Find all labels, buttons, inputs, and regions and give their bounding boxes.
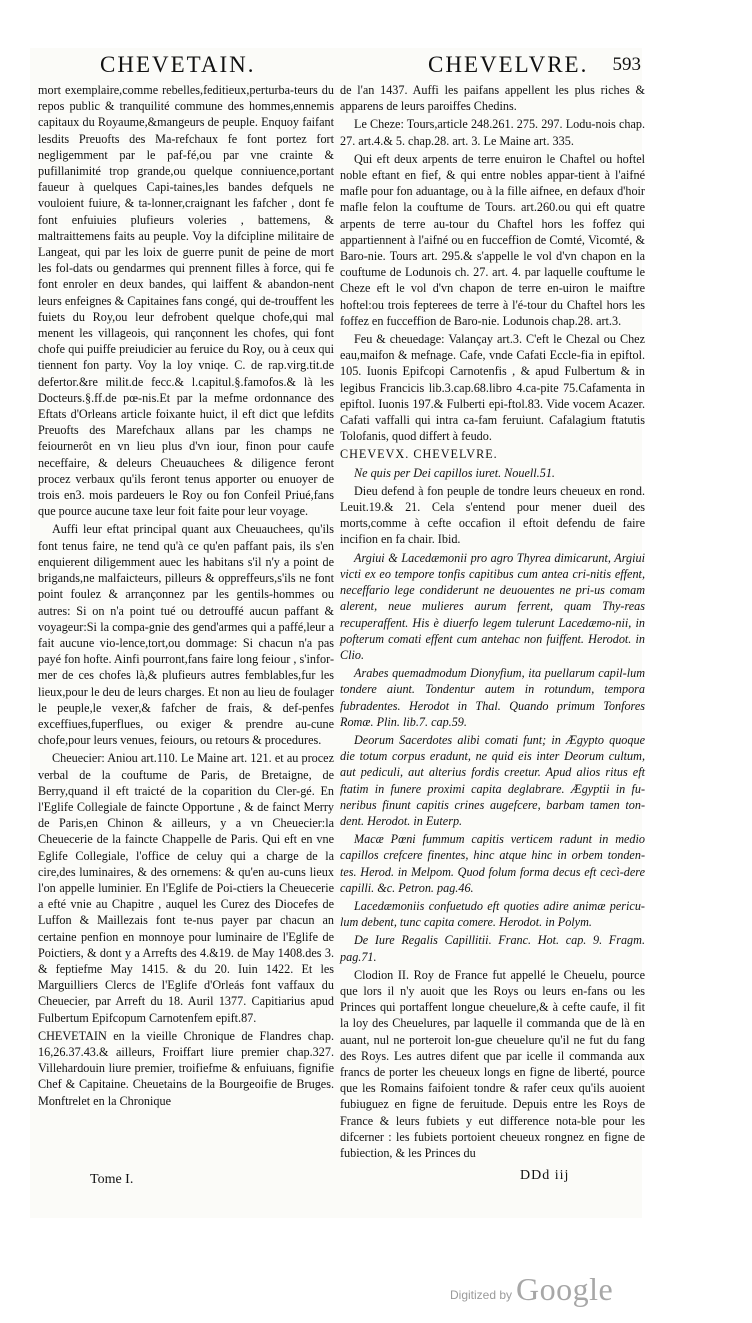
right-paragraph-2: Le Cheze: Tours,article 248.261. 275. 297. Lodu-nois chap. 27. art.4.& 5. chap.28. art. 3. Le Maine art. 335. (340, 117, 645, 148)
section-heading-cheveux: CHEVEVX. CHEVELVRE. (340, 447, 498, 462)
right-paragraph-3: Qui eft deux arpents de terre enuiron le Chaftel ou hoftel noble eftant en fief, & qui entre nobles appar-tient à l'aifné mafle pour fon aduantage, ou à la fille aifnee, en defaux d'hoir mafle felon la couftume de Tours. art.260.ou qui eft quatre arpents de terre au-tour du Chaftel hors les foffez qui appartiennent à l'aifné ou en fucceffion de Comté, Vicomté, & Baro-nie. Tours art. 295.& s'appelle le vol d'vn chapon en la couftume de Lodunois ch. 27. art. 4. par laquelle couftume le Cheze eft le vol d'vn chapon de terre en-uiron le maiftre hoftel:ou trois fepterees de terre à l'é-tour du Chaftel hors les foffez en fucceffion de Baro-nie. Lodunois chap.28. art.3. (340, 151, 645, 328)
volume-label: Tome I. (90, 1172, 134, 1187)
left-paragraph-3: Cheuecier: Aniou art.110. Le Maine art. 121. et au procez verbal de la couftume de Paris, de Bretaigne, de Berry,quand il eft traicté de la coparition du Cler-gé. En l'Eglife Collegiale de faincte Opportune , & de fainct Merry de Paris,en Chinon & ailleurs, y a vn Cheuecier:la Cheuecerie de la faincte Chappelle de Paris. Qui eft en vne Eglife Collegiale, l'office de celuy qui a charge de la cire,des luminaires, & des ornemens: & qu'en au-cuns lieux l'on appelle luminier. En l'Eglife de Poi-ctiers la Cheuecerie a efté vnie au Chapitre , auquel les Curez des Diocefes de Luffon & Maillezais font te-nus payer par chacun an certaine penfion en monnoye pour luminaire de l'Eglife de Poictiers, & dont y a Arrefts des 4.&19. de May 1408.des 3. & feptiefme May 1415. & du 20. Iuin 1422. Et les Marguilliers Clercs de l'Eglife d'Orleás font vaffaux du Cheuecier, par Arreft du 18. Auril 1377. Capitiarius apud Fulbertum Epifcopum Carnotenfem epift.87. (38, 751, 334, 1025)
left-column (38, 82, 334, 1111)
google-logo: Google (516, 1271, 614, 1307)
right-paragraph-9: Arabes quemadmodum Dionyfium, ita puellarum capil-lum tondere aiunt. Tondentur autem in rotundum, tempora fubradentes. Herodot in Thal. Quando primum Tonfores Romæ. Plin. lib.7. cap.59. (340, 666, 645, 729)
digitized-watermark (450, 1268, 613, 1308)
header-left-title: CHEVETAIN. (100, 52, 256, 77)
watermark-prefix: Digitized by (450, 1288, 513, 1302)
right-paragraph-7: Dieu defend à fon peuple de tondre leurs cheueux en rond. Leuit.19.& 21. Cela s'entend pour mener dueil des morts,comme à cefte occafion il eftoit defendu de faire incifion en fa chair. Ibid. (340, 483, 645, 547)
header-right-title: CHEVELVRE. (428, 52, 589, 77)
signature-mark: DDd iij (520, 1168, 570, 1183)
right-paragraph-10: Deorum Sacerdotes alibi comati funt; in Ægypto quoque die totum corpus eradunt, ne quid eis inter Deorum cultum, aut pediculi, aut alterius fordis creetur. Apud alios ritus eft ftatim in funere proximi capita deglabrare. Ægyptii in fu-neribus finunt capitis crines augefcere, barbam tamen ton-dent. Herodot. in Euterp. (340, 732, 645, 828)
right-paragraph-11: Macæ Pœni fummum capitis verticem radunt in medio capillos crefcere finentes, hinc atque hinc in orbem tonden-tes. Herod. in Melpom. Quod folum forma decus eft cecì-dere capilli. &c. Petron. pag.46. (340, 832, 645, 895)
right-paragraph-6: Ne quis per Dei capillos iuret. Nouell.51. (354, 465, 555, 480)
right-paragraph-4: Feu & cheuedage: Valançay art.3. C'eft le Chezal ou Chez eau,maifon & mefnage. Cafe, vnde Cafati Eccle-fia in epiftol. 105. Iuonis Epifcopi Carnotenfis , & apud Fulbertum & in legibus Francicis lib.3.cap.68.libro 4.ca-pite 75.Cafamenta in epiftol. Iuonis 197.& Fulberti epi-ftol.83. Vide vocem Acazer. Cafati vaffalli qui intra ca-fam feruiunt. Cafalagium ftatutis Tolofanis, quod differt à feudo. (340, 332, 645, 444)
right-paragraph-1: de l'an 1437. Auffi les paifans appellent les plus riches & apparens de leurs paroiffes Chedins. (340, 83, 645, 114)
page-number: 593 (612, 54, 641, 75)
right-paragraph-12: Lacedæmoniis confuetudo eft quoties adire animæ pericu-lum debent, tunc capita comere. Herodot. in Polym. (340, 898, 645, 930)
left-paragraph-1: mort exemplaire,comme rebelles,feditieux,perturba-teurs du repos public & tranquilité commune des hommes,ennemis capitaux du Royaume,&mangeurs de peuple. Enquoy faifant lesdits Preuofts des Ma-refchaux fe font portez fort negligemment par le paf-fé,ou par vne crainte & pufillanimité trop grande,ou quelque conniuence,portant faueur à quelques Capi-taines,les bandes defquels ne vouloient fuiure, & ta-lonner,craignant les fafcher , dont fe font enfuiuies plufieurs voleries , battemens, & maltraittemens faits au peuple. Voy la difcipline militaire de Langeat, qui par les loix de guerre punit de peine de mort les fol-dats ou gendarmes qui prennent filles à force, qui fe font enroler en deux bandes, qui laiffent & abandon-nent leurs enfeignes & Capitaines fans congé, qui de-trouffent les fuiets du Roy,ou leur defrobent quelque chofe,qui mal menent les villageois, qui rançonnent les chofes, qui font chofe qui puiffe preiudicier au feruice du Roy, ou à ceux qui tiennent fon party. Voy la loy vniqe. C. de rap.virg.tit.de defertor.&re milit.de fecc.& l.capitul.§.famofos.& là les Docteurs.§.ff.de pœ-nis.Et par la mefme ordonnance des Eftats d'Orleans article foixante huict, il eft dict que lefdits Preuofts des Marefchaux allans par les champs ne feiournerôt en vn lieu plus d'vn iour, finon pour caufe neceffaire, & deleurs Cheuauchees & diligence feront procez verbaux qu'ils feront tenus apporter ou enuoyer de trois en3. mois pardeuers le Roy ou fon Confeil Priué,fans que pource aucune taxe leur foit faite pour leur voyage. (38, 83, 334, 519)
right-paragraph-13: De Iure Regalis Capillitii. Franc. Hot. cap. 9. Fragm. pag.71. (340, 933, 645, 964)
right-paragraph-8: Argiui & Lacedæmonii pro agro Thyrea dimicarunt, Argiui victi ex eo tempore tonfis capitibus cum antea cri-nitis effent, neceffario lege condiderunt ne deuouentes ne pri-us comam alerent, neue mulieres aurum ferrent, quam Thy-reas recuperaffent. His è diuerfo legem tulerunt Lacedæmo-nii, in pofterum comati effent cum antehac non fuiffent. Herodot. in Clio. (340, 550, 645, 662)
right-column (340, 82, 645, 1163)
left-paragraph-2: Auffi leur eftat principal quant aux Cheuauchees, qu'ils font tenus faire, ne tend qu'à ce qu'en paffant pais, ils s'en enquierent diligemment auec les habitans s'il n'y a point de brigands,ne malfaicteurs, pilleurs & oppreffeurs,s'ils ne font point foulez & arrançonnez par les gentils-hommes ou autres: Si on n'a point tué ou detrouffé aucun paffant & voyageur:Si la compa-gnie des gend'armes qui a paffé,leur a fait aucune vio-lence,tort,ou dommage: Si chacun n'a pas payé fon hofte. Ainfi pourront,fans faire long feiour , s'infor-mer de ces chofes là,& plufieurs autres femblables,fur les lieux,pour le deu de leurs charges. Et non au lieu de foulager le peuple,le vexer,& fafcher de frais, & def-penfes exceffiues,fuperflues, ou exiger & prendre au-cune chofe,pour leurs venues, feiours, ou retours & procedures. (38, 522, 334, 748)
running-header (40, 52, 645, 82)
left-paragraph-4: CHEVETAIN en la vieille Chronique de Flandres chap. 16,26.37.43.& ailleurs, Froiffart liure premier chap.327. Villehardouin liure premier, troifiefme & enfuiuans, fignifie Chef & Capitaine. Cheuetains de la Bourgeoifie de Bruges. Monftrelet en la Chronique (38, 1028, 334, 1108)
right-paragraph-14: Clodion II. Roy de France fut appellé le Cheuelu, pource que lors il n'y auoit que les Roys ou leurs en-fans ou les Princes qui portaffent longue cheuelure,& à cefte caufe, il fit la loy des Cheuelures, par laquelle il commanda que de là en auant, nul ne porteroit lon-gue cheuelure qu'il ne fut du fang des Roys. Les autres difent que par icelle il commanda aux francs de porter les cheueux longs en figne de liberté, pource que les Romains faifoient tondre & rafer ceux qu'ils auoient fubiuguez en figne de feruitude. Depuis entre les Roys de France & leurs fubiets y eut difference nota-ble pour les difcerner : les fubiets portoient cheueux rongnez en figne de fubiection, & les Princes du (340, 967, 645, 1160)
